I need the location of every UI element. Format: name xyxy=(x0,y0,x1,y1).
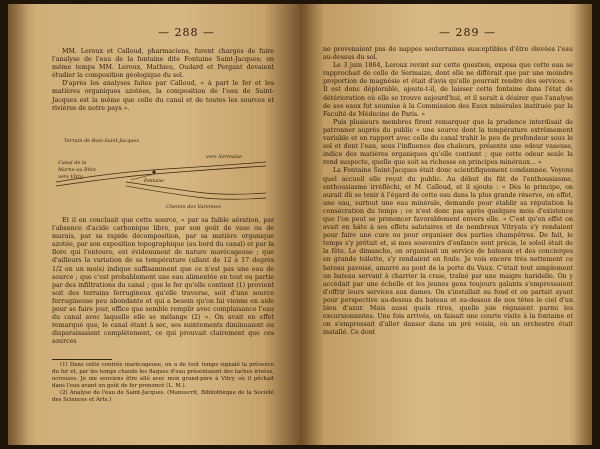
paragraph: MM. Leroux et Calloud, pharmaciens, furent chargés de faire l'analyse de l'eau de la fontaine dite Fontaine Saint-Jacques; en même temps MM. Leroux, Mathieu, Oudard et Pergant devaient étudier la composition géologique du sol. xyxy=(52,48,274,80)
page-shadow xyxy=(8,4,28,445)
paragraph: D'après les analyses faites par Calloud, « à part le fer et les matières organiques azotées, la composition de l'eau de Saint-Jacques est la même que celle du canal et de toutes les sources et rivières de notre pays ». xyxy=(52,80,274,112)
paragraph: Le 3 juin 1864, Leroux revint sur cette question, exposa que cette eau se rapprochait de celle de Sermaize, dont elle ne différait que par une moindre proportion de magnésie et était d'avis qu'elle pourrait rendre des services. « Il est donc déplorable, ajoute-t-il, de laisser cette fontaine dans l'état de détérioration où elle se trouve aujourd'hui, et il serait à désirer que l'analyse de ses eaux fut soumise à la Commission des Eaux minérales instituée par la Faculté de Médecine de Paris. » xyxy=(323,62,573,118)
footnote: (2) Analyse de l'eau de Saint-Jacques. (Manuscrit, Bibliothèque de la Société des Sciences et Arts.) xyxy=(52,389,274,403)
right-page xyxy=(301,4,592,445)
map-label: Marne au Rhin xyxy=(58,167,96,173)
map-label: vers Sermaize xyxy=(206,154,243,160)
footnote: (1) Dans cette contrée marécageuse, on a de tout temps signalé la présence du fer et, par les temps chauds les flaques d'eau présentaient des taches irisées, ocreuses. Je me souviens être allé avec mon grand-père à Vitry, où il pêchait dans l'eau avant un goût de fer prononcé (L. M.). xyxy=(52,362,274,389)
map-label: Canal de la xyxy=(58,160,87,166)
page-shadow xyxy=(574,4,592,445)
footnote-rule xyxy=(52,359,112,360)
paragraph: Et il en concluait que cette source, « par sa faible aération, par l'absence d'acide carbonique libre, par son goût de vase ou de marais, par sa rapide décomposition, par sa matière organique azotée, par son exposition topographique (au bord du canal) et par la flore qui l'entoure, est évidemment de nature marécageuse ; que d'ailleurs la variation de sa température (allant de 12 à 17 degrés 1/2 en un mois) indique suffisamment que ce n'est pas une eau de source ; que c'est probablement une eau alimentée en tout ou partie par des infiltrations du canal ; que le fer qu'elle contient (1) provient soit des terrains ferrugineux qu'elle traverse, soit d'une source ferrugineuse peu abondante et qui a besoin qu'on lui vienne en aide pour se faire jour, office que semble remplir avec complaisance l'eau du canal avec laquelle elle se mélange (2) ». On avait en effet remarqué que, le canal étant à sec, ses suintements diminuaient ou disparaissaient complètement, ce qui prouvait clairement que ces sources xyxy=(52,217,274,346)
open-book xyxy=(8,4,592,445)
paragraph: La Fontaine Saint-Jacques était donc scientifiquement condamnée. Voyons quel accueil elle reçut du public. Au début du fût de l'enthousiasme, enthousiasme irréfléchi, et M. Calloud, et il ajoute : « Dès le principe, on aurait dû se tenir à l'égard de cette eau dans la plus grande réserve, on effet, une eau, surtout une eau minérale, demande pour établir sa réputation la consécration du temps ; ce n'est donc pas après quelques mois d'existence que l'on peut se prononcer favorablement envers elle. » C'est qu'en effet on avait en hâte à ses effets salutaires et de nombreux Vitryats s'y rendaient pour faire une cure ou pour organiser des parties champêtres. De fait, le temps s'y prêtait et, si mes souvenirs d'enfance sont précis, le soleil était de la fête. Le dimanche, on organisait un service de bateaux et des concierges en grande toilette, s'y rendaient en foule. Je vois encore très nettement ce bateau pavoisé, amarré au pont de la porte du Vaux. C'était tout simplement un bateau servant à charrier la craie, traîné par une maigre haridelle. On y accédait par une échelle et les jeunes gens toujours galants s'empressaient d'offrir leurs services aux dames. On s'installait au fond et on partait ayant pour perspective au-dessus du bateau et au-dessus de nos têtes le ciel d'un bleu d'azur. Mais aussi quels rires, quelle joie régnaient parmi les excursionnistes. Une fois arrivés, on faisait une courte visite à la fontaine et on s'empressait d'aller danser dans un pré voisin, où un orchestre était installé. Ce dont xyxy=(323,167,573,337)
map-label: vers Vitry xyxy=(58,174,83,180)
map-label: Chemin des Varennes xyxy=(166,204,221,210)
left-page-top-text xyxy=(52,48,274,113)
right-page-text xyxy=(323,46,573,337)
left-page-main-text xyxy=(52,217,274,347)
paragraph: ne provenaient pas de nappes souterraines susceptibles d'être élevées l'eau au-dessus du sol. xyxy=(323,46,573,62)
footnotes xyxy=(52,362,274,403)
paragraph: Puis plusieurs membres firent remarquer que la prudence interdisait de patronner auprès du public « une source dont la température extrêmement variable et en rapport avec celle du canal trahit le peu de profondeur sous le sol et dont l'eau, sous l'influence des chaleurs, présente une odeur vaseuse, indice des matières organiques qu'elle contient ; que cette odeur seule la rend suspecte, quelle que soit sa richesse en principes minéraux... » xyxy=(323,118,573,167)
map-label: Terrain de Bois-Saint-Jacques xyxy=(64,138,140,144)
left-page xyxy=(8,4,299,445)
site-map xyxy=(56,122,266,214)
map-label: Fontaine xyxy=(144,179,164,184)
page-number: — 289 — xyxy=(439,26,496,39)
page-number: — 288 — xyxy=(158,26,215,39)
